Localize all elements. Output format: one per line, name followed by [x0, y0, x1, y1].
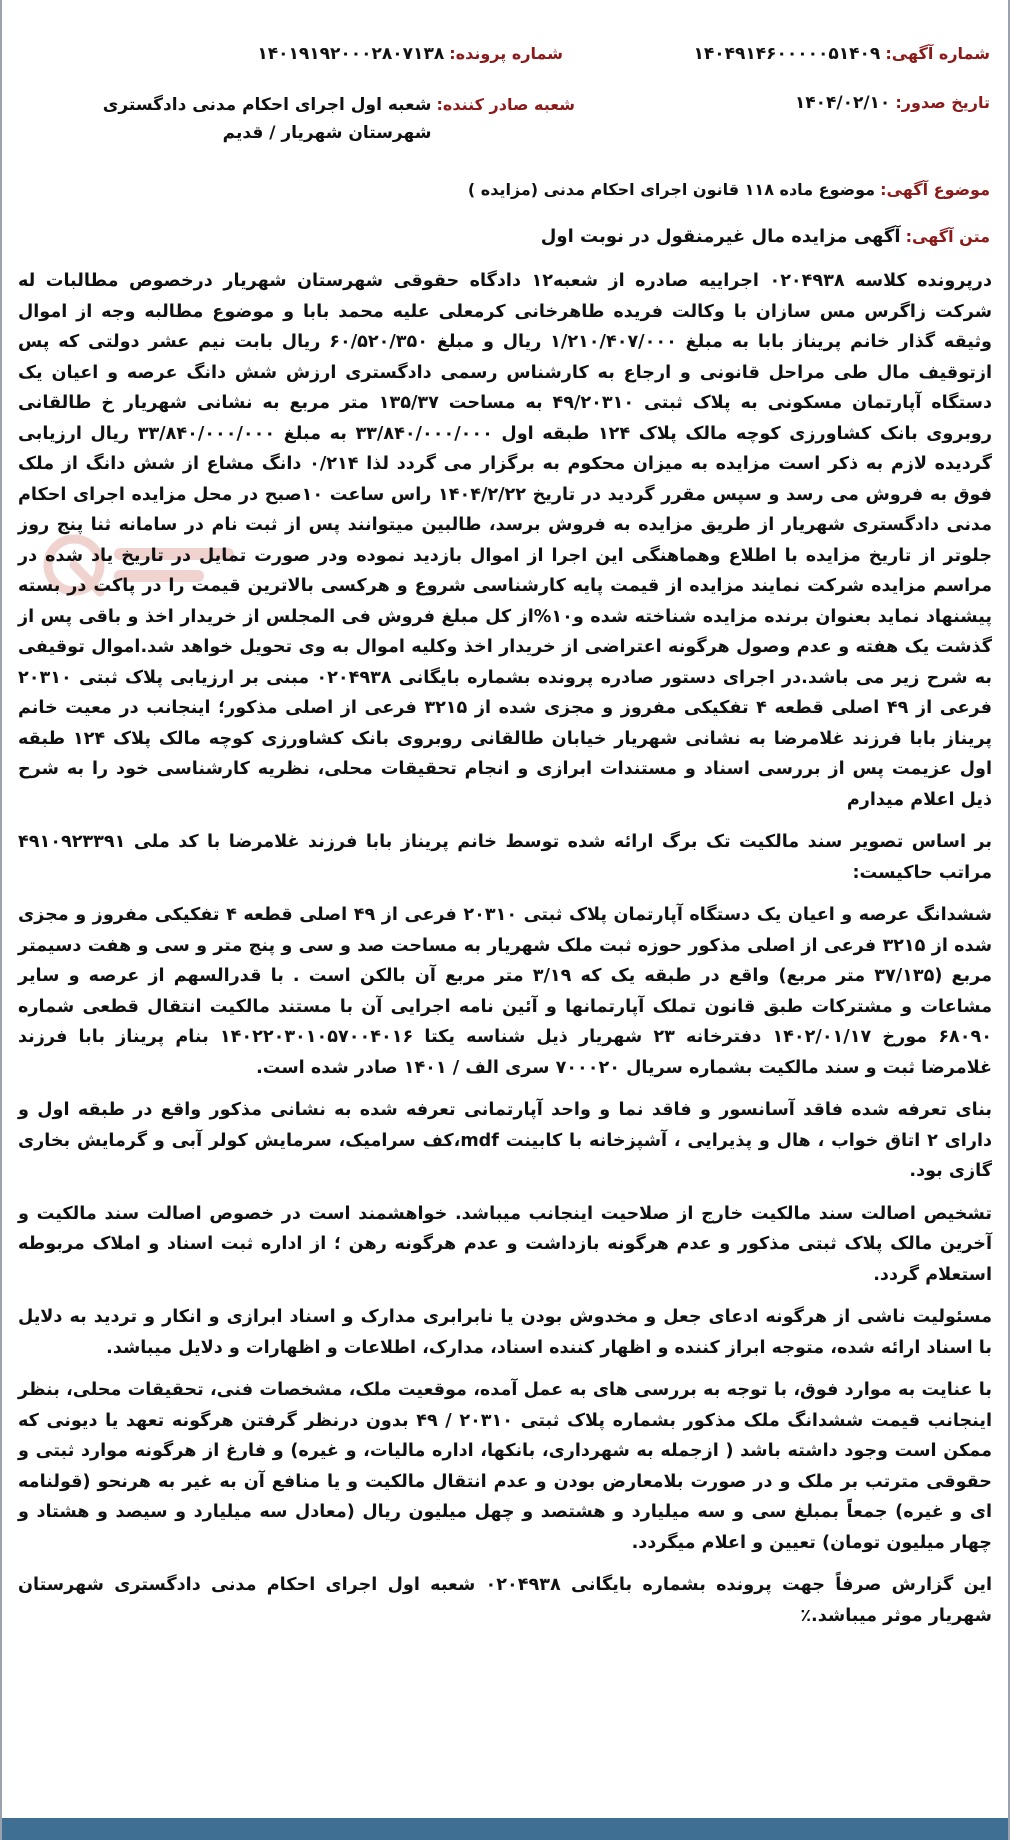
body-paragraph-5: تشخیص اصالت سند مالکیت خارج از صلاحیت اینجانب میباشد. خواهشمند است در خصوص اصالت سند مالکیت و آخرین مالک پلاک ثبتی مذکور و عدم هرگونه بازداشت و عدم هرگونه رهن ؛ از اداره ثبت اسناد و املاک مربوطه استعلام گردد. — [18, 1203, 992, 1285]
notice-body — [18, 266, 992, 1643]
case-number-value: ۱۴۰۱۹۱۹۲۰۰۰۲۸۰۷۱۳۸ — [257, 44, 445, 64]
body-paragraph-7: با عنایت به موارد فوق، با توجه به بررسی های به عمل آمده، موقعیت ملک، مشخصات فنی، تحقیقات محلی، بنظر اینجانب قیمت ششدانگ ملک مذکور بشماره پلاک ثبتی ۲۰۳۱۰ / ۴۹ بدون درنظر گرفتن هرگونه تعهد یا دیونی که ممکن است وجود داشته باشد ( ازجمله به شهرداری، بانکها، اداره مالیات، و غیره) و فارغ از هرگونه موارد ثبتی و حقوقی مترتب بر ملک و در صورت بلامعارض بودن و عدم انتقال مالکیت و یا منافع آن به غیر به هرنحو (قولنامه ای و غیره) جمعاً بمبلغ سی و سه میلیارد و هشتصد و چهل میلیون ریال (معادل سه میلیارد و سیصد و هشتاد و چهار میلیون تومان) تعیین و اعلام میگردد. — [18, 1380, 992, 1553]
body-paragraph-1: درپرونده کلاسه ۰۲۰۴۹۳۸ اجراییه صادره از شعبه۱۲ دادگاه حقوقی شهرستان شهریار درخصوص مطالبات له شرکت زاگرس مس سازان با وکالت فریده طاهرخانی کرمعلی علیه محمد بابا و موضوع مطالبه وجه از اموال وثیقه گذار خانم پریناز بابا به مبلغ ۱/۲۱۰/۴۰۷/۰۰۰ ریال و مبلغ ۶۰/۵۲۰/۳۵۰ ریال بابت نیم عشر دولتی که پس ازتوقیف مال طی مراحل قانونی و ارجاع به کارشناس رسمی دادگستری ارزش شش دانگ عرصه و اعیان یک دستگاه آپارتمان مسکونی به پلاک ثبتی ۴۹/۲۰۳۱۰ به مساحت ۱۳۵/۳۷ متر مربع به نشانی شهریار خ طالقانی روبروی بانک کشاورزی کوچه مالک پلاک ۱۲۴ طبقه اول ۳۳/۸۴۰/۰۰۰/۰۰۰ به مبلغ ۳۳/۸۴۰/۰۰۰/۰۰۰ ریال ارزیابی گردیده لازم به ذکر است مزایده به میزان محکوم به برگزار می گردد لذا ۰/۲۱۴ دانگ مشاع از شش دانگ از ملک فوق به فروش می رسد و سپس مقرر گردید در تاریخ ۱۴۰۴/۲/۲۲ راس ساعت ۱۰صبح در محل مزایده اجرای احکام مدنی دادگستری شهریار از طریق مزایده به فروش برسد، طالبین میتوانند پس از ثبت نام در سامانه ثنا پنج روز جلوتر از تاریخ مزایده با اطلاع وهماهنگی این اجرا از اموال بازدید نموده ودر صورت تمایل در تاریخ یاد شده در مراسم مزایده شرکت نمایند مزایده از قیمت پایه کارشناسی شروع و هرکسی بالاترین قیمت را در پاکت در بسته پیشنهاد نماید بعنوان برنده مزایده شناخته شده و۱۰%از کل مبلغ فروش فی المجلس از خریدار اخذ و باقی پس از گذشت یک هفته و عدم وصول هرگونه اعتراضی از خریدار اخذ وکلیه اموال به وی تحویل خواهد شد.اموال توقیفی به شرح زیر می باشد.در اجرای دستور صادره پرونده بشماره بایگانی ۰۲۰۴۹۳۸ مبنی بر ارزیابی پلاک ثبتی ۲۰۳۱۰ فرعی از ۴۹ اصلی قطعه ۴ تفکیکی مفروز و مجزی شده از ۳۲۱۵ فرعی از اصلی مذکور؛ اینجانب در معیت خانم پریناز بابا فرزند غلامرضا به نشانی شهریار خیابان طالقانی روبروی بانک کشاورزی کوچه مالک پلاک ۱۲۴ طبقه اول عزیمت پس از بررسی اسناد و مستندات ابرازی و انجام تحقیقات محلی، نظریه کارشناسی خود را به شرح ذیل اعلام میدارم — [18, 271, 993, 810]
body-paragraph-8: این گزارش صرفاً جهت پرونده بشماره بایگانی ۰۲۰۴۹۳۸ شعبه اول اجرای احکام مدنی دادگستری شهرستان شهریار موثر میباشد.٪ — [18, 1575, 992, 1626]
body-paragraph-3: ششدانگ عرصه و اعیان یک دستگاه آپارتمان پلاک ثبتی ۲۰۳۱۰ فرعی از ۴۹ اصلی قطعه ۴ تفکیکی مفروز و مجزی شده از ۳۲۱۵ فرعی از اصلی مذکور حوزه ثبت ملک شهریار به مساحت صد و سی و پنج متر و سی و هفت دسیمتر مربع (۳۷/۱۳۵ متر مربع) واقع در طبقه یک که ۳/۱۹ متر مربع آن بالکن است . با قدرالسهم از عرصه و سایر مشاعات و مشترکات طبق قانون تملک آپارتمانها و آئین نامه اجرایی آن با مستند مالکیت انتقال قطعی شماره ۶۸۰۹۰ مورخ ۱۴۰۲/۰۱/۱۷ دفترخانه ۲۳ شهریار ذیل شناسه یکتا ۱۴۰۲۲۰۳۰۱۰۵۷۰۰۴۰۱۶ بنام پریناز بابا فرزند غلامرضا ثبت و سند مالکیت بشماره سریال ۷۰۰۰۲۰ سری الف / ۱۴۰۱ صادر شده است. — [18, 905, 993, 1078]
bottom-bar — [2, 1818, 1008, 1840]
text-title-field — [541, 226, 990, 247]
subject-value: موضوع ماده ۱۱۸ قانون اجرای احکام مدنی (مزایده ) — [467, 180, 876, 199]
subject-label: موضوع آگهی: — [880, 180, 990, 199]
issuer-field — [35, 91, 575, 147]
issue-date-field — [795, 93, 990, 113]
body-paragraph-2: بر اساس تصویر سند مالکیت تک برگ ارائه شده توسط خانم پریناز بابا فرزند غلامرضا با کد ملی ۴۹۱۰۹۲۳۳۹۱ مراتب حاکیست: — [18, 832, 992, 883]
notice-number-label: شماره آگهی: — [885, 44, 990, 63]
issuer-value: شعبه اول اجرای احکام مدنی دادگستری شهرستان شهریار / قدیم — [102, 95, 432, 143]
text-title-label: متن آگهی: — [905, 227, 990, 246]
body-paragraph-6: مسئولیت ناشی از هرگونه ادعای جعل و مخدوش بودن یا نابرابری مدارک و اسناد ابرازی و انکار و تردید به دلایل با اسناد ارائه شده، متوجه ابراز کننده و اظهار کننده اسناد، مدارک، اطلاعات و اظهارات و دلایل میباشد. — [18, 1307, 992, 1358]
issue-date-value: ۱۴۰۴/۰۲/۱۰ — [794, 93, 891, 113]
text-title-value: آگهی مزایده مال غیرمنقول در نوبت اول — [540, 226, 901, 247]
issuer-label: شعبه صادر کننده: — [436, 95, 575, 114]
case-number-label: شماره پرونده: — [449, 44, 563, 63]
notice-number-value: ۱۴۰۴۹۱۴۶۰۰۰۰۰۵۱۴۰۹ — [693, 44, 881, 64]
case-number-field — [257, 44, 563, 64]
subject-field — [468, 180, 990, 199]
notice-number-field — [693, 44, 990, 64]
issue-date-label: تاریخ صدور: — [895, 93, 990, 112]
body-paragraph-4: بنای تعرفه شده فاقد آسانسور و فاقد نما و واحد آپارتمانی تعرفه شده به نشانی مذکور واقع در طبقه اول و دارای ۲ اتاق خواب ، هال و پذیرایی ، آشپزخانه با کابینت mdf،کف سرامیک، سرمایش کولر آبی و گرمایش بخاری گازی بود. — [18, 1100, 993, 1181]
